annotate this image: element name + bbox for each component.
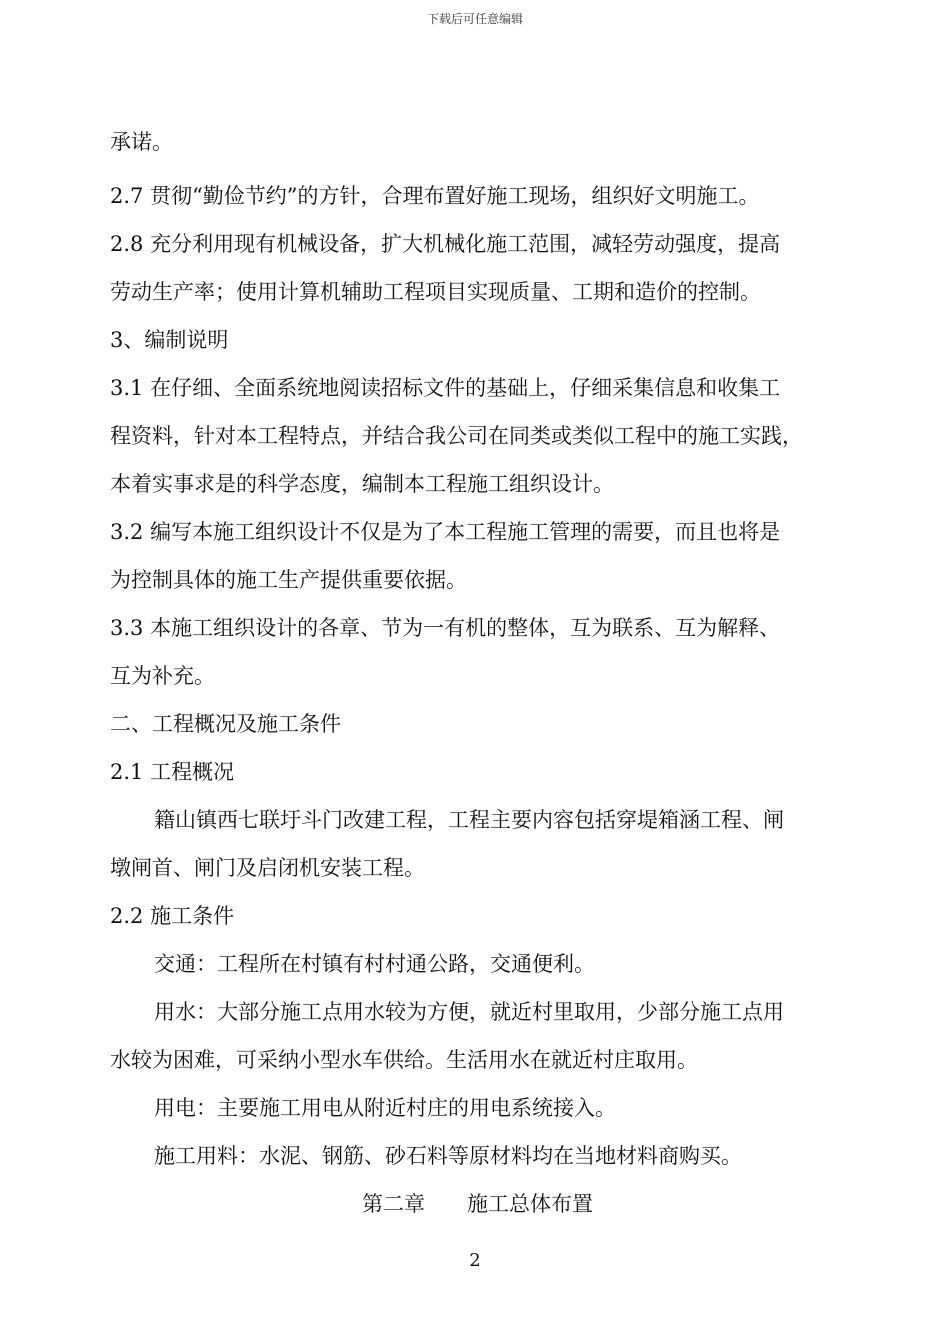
page-header: 下载后可任意编辑 bbox=[426, 12, 523, 26]
paragraph-line: 3.2 编写本施工组织设计不仅是为了本工程施工管理的需要，而且也将是 bbox=[110, 520, 781, 544]
paragraph-line: 墩闸首、闸门及启闭机安装工程。 bbox=[110, 856, 425, 880]
paragraph-line: 2.8 充分利用现有机械设备，扩大机械化施工范围，减轻劳动强度，提高 bbox=[110, 232, 781, 256]
subsection-heading: 2.2 施工条件 bbox=[110, 904, 235, 928]
paragraph-line: 交通：工程所在村镇有村村通公路，交通便利。 bbox=[154, 952, 595, 976]
paragraph-line: 本着实事求是的科学态度，编制本工程施工组织设计。 bbox=[110, 472, 614, 496]
paragraph-line: 程资料，针对本工程特点，并结合我公司在同类或类似工程中的施工实践， bbox=[110, 424, 803, 448]
subsection-heading: 2.1 工程概况 bbox=[110, 760, 235, 784]
section-heading: 3、编制说明 bbox=[110, 328, 229, 352]
paragraph-line: 水较为困难，可采纳小型水车供给。生活用水在就近村庄取用。 bbox=[110, 1048, 698, 1072]
paragraph-line: 3.1 在仔细、全面系统地阅读招标文件的基础上，仔细采集信息和收集工 bbox=[110, 376, 781, 400]
paragraph-line: 籍山镇西七联圩斗门改建工程，工程主要内容包括穿堤箱涵工程、闸 bbox=[154, 808, 784, 832]
paragraph-line: 用水：大部分施工点用水较为方便，就近村里取用，少部分施工点用 bbox=[154, 1000, 784, 1024]
paragraph-line: 2.7 贯彻“勤俭节约”的方针，合理布置好施工现场，组织好文明施工。 bbox=[110, 184, 760, 208]
paragraph-line: 施工用料：水泥、钢筋、砂石料等原材料均在当地材料商购买。 bbox=[154, 1144, 742, 1168]
section-heading: 二、工程概况及施工条件 bbox=[110, 712, 341, 736]
paragraph-line: 承诺。 bbox=[110, 130, 173, 154]
chapter-title: 第二章 施工总体布置 bbox=[362, 1192, 593, 1216]
paragraph-line: 互为补充。 bbox=[110, 664, 215, 688]
paragraph-line: 劳动生产率；使用计算机辅助工程项目实现质量、工期和造价的控制。 bbox=[110, 280, 761, 304]
paragraph-line: 用电：主要施工用电从附近村庄的用电系统接入。 bbox=[154, 1096, 616, 1120]
paragraph-line: 为控制具体的施工生产提供重要依据。 bbox=[110, 568, 467, 592]
paragraph-line: 3.3 本施工组织设计的各章、节为一有机的整体，互为联系、互为解释、 bbox=[110, 616, 781, 640]
page-number: 2 bbox=[469, 1250, 481, 1271]
